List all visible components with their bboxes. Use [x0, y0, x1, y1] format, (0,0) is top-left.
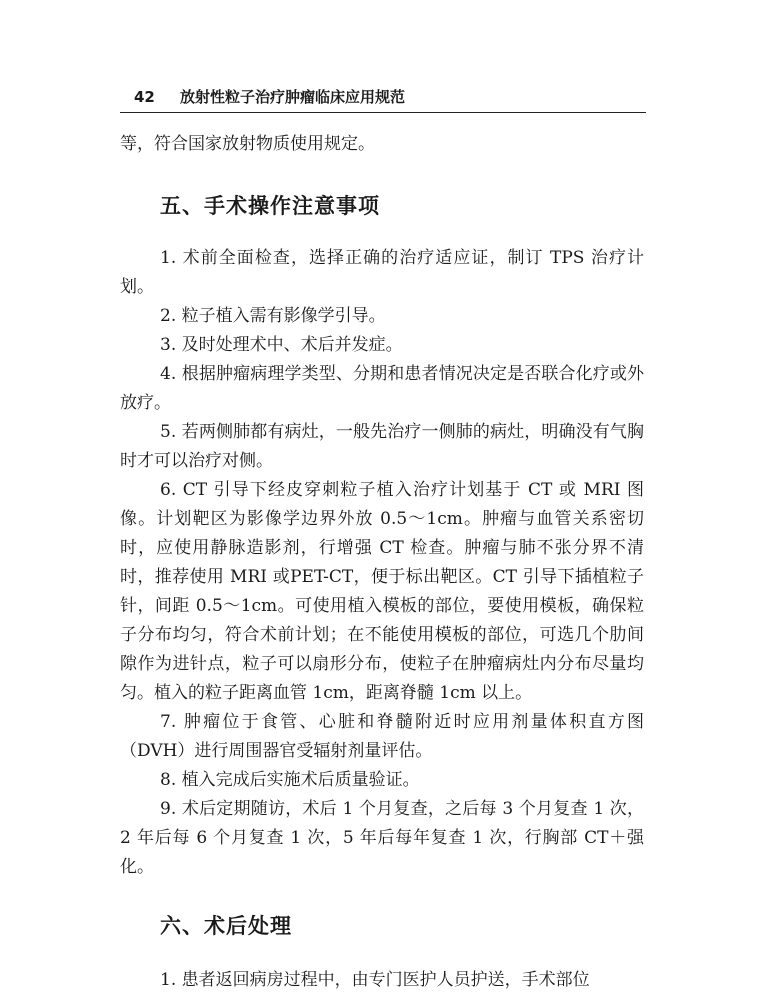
page-number: 42 — [134, 88, 155, 106]
list-item: 1. 术前全面检查，选择正确的治疗适应证，制订 TPS 治疗计划。 — [120, 248, 644, 297]
list-item: 2. 粒子植入需有影像学引导。 — [160, 306, 386, 326]
list-item: 7. 肿瘤位于食管、心脏和脊髓附近时应用剂量体积直方图（DVH）进行周围器官受辐射剂量评估。 — [120, 712, 644, 761]
continuation-paragraph: 等，符合国家放射物质使用规定。 — [120, 134, 375, 154]
section-heading-6: 六、术后处理 — [160, 914, 292, 938]
list-item: 1. 患者返回病房过程中，由专门医护人员护送，手术部位 — [160, 970, 590, 990]
section-6-list — [120, 966, 644, 995]
list-item: 6. CT 引导下经皮穿刺粒子植入治疗计划基于 CT 或 MRI 图像。计划靶区为影像学边界外放 0.5～1cm。肿瘤与血管关系密切时，应使用静脉造影剂，行增强 CT 检查。肿瘤与肺不张分界不清时，推荐使用 MRI 或PET-CT，便于标出靶区。CT 引导下插植粒子针，间距 0.5～1cm。可使用植入模板的部位，要使用模板，确保粒子分布均匀，符合术前计划；在不能使用模板的部位，可选几个肋间隙作为进针点，粒子可以扇形分布，使粒子在肿瘤病灶内分布尽量均匀。植入的粒子距离血管 1cm，距离脊髓 1cm 以上。 — [120, 480, 644, 703]
running-header — [120, 86, 646, 113]
section-heading-5: 五、手术操作注意事项 — [160, 194, 380, 218]
list-item: 3. 及时处理术中、术后并发症。 — [160, 335, 403, 355]
book-title: 放射性粒子治疗肿瘤临床应用规范 — [180, 88, 406, 106]
list-item: 5. 若两侧肺都有病灶，一般先治疗一侧肺的病灶，明确没有气胸时才可以治疗对侧。 — [120, 422, 644, 471]
list-item: 8. 植入完成后实施术后质量验证。 — [160, 770, 420, 790]
list-item: 4. 根据肿瘤病理学类型、分期和患者情况决定是否联合化疗或外放疗。 — [120, 364, 644, 413]
section-5-list — [120, 244, 644, 882]
list-item: 9. 术后定期随访，术后 1 个月复查，之后每 3 个月复查 1 次，2 年后每 6 个月复查 1 次，5 年后每年复查 1 次，行胸部 CT＋强化。 — [120, 799, 644, 877]
